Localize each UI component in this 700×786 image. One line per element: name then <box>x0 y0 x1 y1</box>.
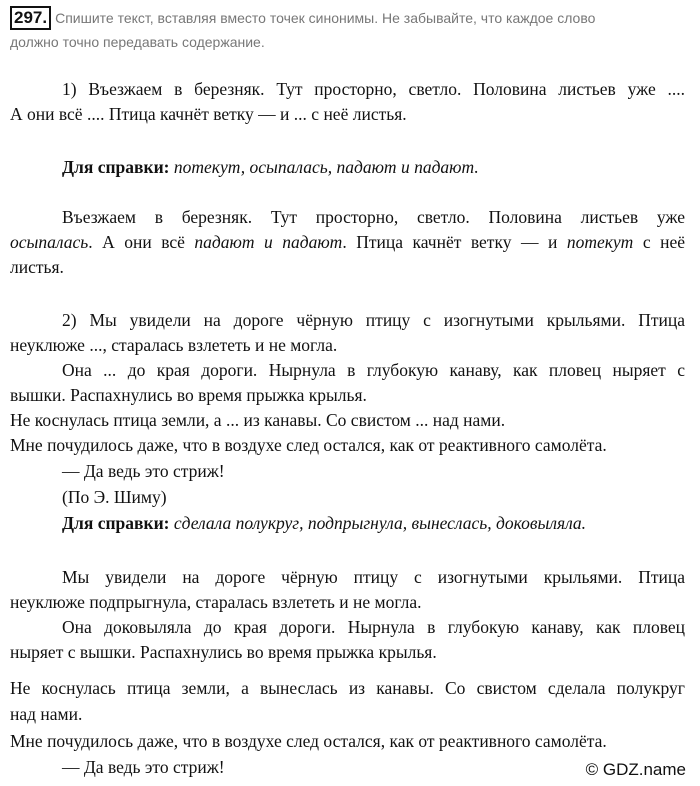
text-line <box>62 78 685 100</box>
text-line <box>62 486 685 508</box>
text-segment: Мне почудилось даже, что в воздухе след остался, как от реактивного самолёта. <box>10 731 607 751</box>
text-segment: листья. <box>10 257 64 277</box>
text-line <box>62 156 685 178</box>
text-segment: А они всё .... Птица качнёт ветку — и ... с неё листья. <box>10 104 407 124</box>
text-line <box>10 334 685 356</box>
text-segment: неуклюже подпрыгнула, старалась взлететь и не могла. <box>10 592 422 612</box>
text-segment: — Да ведь это стриж! <box>62 757 225 777</box>
task-instruction-line1: Спишите текст, вставляя вместо точек синонимы. Не забывайте, что каждое слово <box>55 10 596 26</box>
text-line <box>10 231 685 253</box>
text-segment: над нами. <box>10 704 83 724</box>
text-segment: . Птица качнёт ветку — и <box>342 232 567 252</box>
text-segment: неуклюже ..., старалась взлететь и не могла. <box>10 335 338 355</box>
text-line <box>62 309 685 331</box>
text-segment: 2) Мы увидели на дороге чёрную птицу с изогнутыми крыльями. Птица <box>62 310 685 330</box>
text-line <box>10 641 685 663</box>
task-number: 297. <box>10 6 51 30</box>
text-segment: Не коснулась птица земли, а ... из канавы. Со свистом ... над нами. <box>10 410 506 430</box>
text-italic: потекут, осыпалась, падают и падают. <box>173 157 479 177</box>
text-italic: потекут <box>566 232 634 252</box>
text-line <box>10 434 685 456</box>
task-instruction-line2: должно точно передавать содержание. <box>10 34 265 50</box>
text-line <box>62 359 685 381</box>
text-segment: ныряет с вышки. Распахнулись во время прыжка крылья. <box>10 642 437 662</box>
text-line <box>62 460 685 482</box>
text-line <box>10 677 685 699</box>
text-line <box>10 591 685 613</box>
text-segment: — Да ведь это стриж! <box>62 461 225 481</box>
text-segment: . А они всё <box>88 232 195 252</box>
label-bold: Для справки: <box>62 157 174 177</box>
text-italic: осыпалась <box>10 232 89 252</box>
text-line <box>10 409 685 431</box>
text-line <box>10 103 685 125</box>
text-line <box>10 730 685 752</box>
text-segment: Она ... до края дороги. Нырнула в глубокую канаву, как пловец ныряет с <box>62 360 685 380</box>
watermark: © GDZ.name <box>585 760 686 779</box>
text-line <box>10 703 685 725</box>
text-segment: (По Э. Шиму) <box>62 487 167 507</box>
text-line <box>10 256 685 278</box>
text-line <box>62 566 685 588</box>
text-line <box>10 384 685 406</box>
text-line <box>62 512 685 534</box>
task-header <box>10 6 690 54</box>
text-segment: Мне почудилось даже, что в воздухе след остался, как от реактивного самолёта. <box>10 435 607 455</box>
text-line <box>62 206 685 228</box>
label-bold: Для справки: <box>62 513 174 533</box>
text-line <box>62 616 685 638</box>
text-segment: Не коснулась птица земли, а вынеслась из канавы. Со свистом сделала полукруг <box>10 678 685 698</box>
text-italic: сделала полукруг, подпрыгнула, вынеслась, доковыляла. <box>173 513 587 533</box>
text-segment: с неё <box>633 232 685 252</box>
text-segment: Она доковыляла до края дороги. Нырнула в глубокую канаву, как пловец <box>62 617 685 637</box>
text-segment: Въезжаем в березняк. Тут просторно, светло. Половина листьев уже <box>62 207 685 227</box>
text-italic: падают и падают <box>194 232 343 252</box>
text-segment: вышки. Распахнулись во время прыжка крылья. <box>10 385 367 405</box>
text-segment: Мы увидели на дороге чёрную птицу с изогнутыми крыльями. Птица <box>62 567 685 587</box>
text-segment: 1) Въезжаем в березняк. Тут просторно, светло. Половина листьев уже .... <box>62 79 685 99</box>
